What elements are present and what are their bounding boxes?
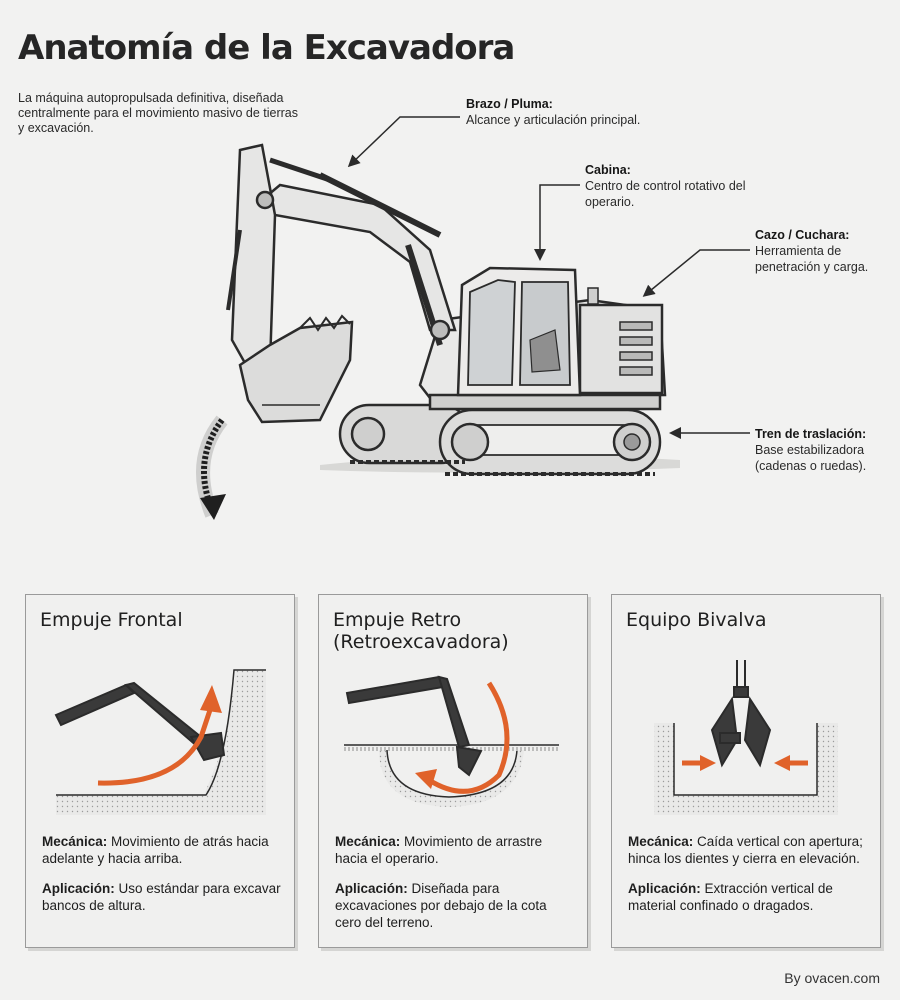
- cabin: [458, 268, 580, 395]
- panel-empuje-retro: [318, 594, 588, 948]
- retro-diagram: [319, 655, 587, 830]
- mecanica-label: Mecánica:: [42, 834, 108, 849]
- mecanica-label: Mecánica:: [628, 834, 694, 849]
- leader-cabina: [540, 185, 580, 258]
- callout-description: Alcance y articulación principal.: [466, 113, 641, 127]
- callout-description: Base estabilizadora (cadenas o ruedas).: [755, 443, 867, 473]
- aplicacion-label: Aplicación:: [42, 881, 115, 896]
- panel-title: Empuje Retro (Retroexcavadora): [333, 609, 509, 653]
- aplicacion-label: Aplicación:: [628, 881, 701, 896]
- mecanica-text: Movimiento de arrastre hacia el operario.: [335, 834, 543, 866]
- aplicacion-text: Diseñada para excavaciones por debajo de la cota cero del terreno.: [335, 881, 547, 930]
- callout-description: Herramienta de penetración y carga.: [755, 244, 869, 274]
- intro-text: La máquina autopropulsada definitiva, diseñada centralmente para el movimiento masivo de tierras y excavación.: [18, 91, 298, 135]
- aplicacion-text: Uso estándar para excavar bancos de altura.: [42, 881, 281, 913]
- frontal-diagram: [26, 655, 294, 830]
- callout-description: Centro de control rotativo del operario.: [585, 179, 746, 209]
- page-title: Anatomía de la Excavadora: [18, 28, 515, 68]
- mecanica-text: Caída vertical con apertura; hinca los dientes y cierra en elevación.: [628, 834, 863, 866]
- callout-cazo: [755, 227, 895, 275]
- aplicacion-text: Extracción vertical de material confinado o dragados.: [628, 881, 833, 913]
- callout-title: Cazo / Cuchara:: [755, 228, 850, 242]
- callout-brazo: [466, 96, 641, 128]
- track-assembly: [340, 405, 660, 474]
- panel-empuje-frontal: [25, 594, 295, 948]
- leader-cazo: [645, 250, 750, 295]
- panel-title: Equipo Bivalva: [626, 609, 767, 631]
- callout-title: Cabina:: [585, 163, 631, 177]
- bivalva-diagram: [612, 655, 880, 830]
- panel-equipo-bivalva: [611, 594, 881, 948]
- callout-title: Brazo / Pluma:: [466, 97, 553, 111]
- aplicacion-label: Aplicación:: [335, 881, 408, 896]
- callout-tren: [755, 426, 895, 474]
- callout-cabina: [585, 162, 760, 210]
- panel-title: Empuje Frontal: [40, 609, 183, 631]
- callout-title: Tren de traslación:: [755, 427, 867, 441]
- leader-brazo: [350, 117, 460, 165]
- credit-text: By ovacen.com: [784, 970, 880, 986]
- mecanica-label: Mecánica:: [335, 834, 401, 849]
- mecanica-text: Movimiento de atrás hacia adelante y hacia arriba.: [42, 834, 269, 866]
